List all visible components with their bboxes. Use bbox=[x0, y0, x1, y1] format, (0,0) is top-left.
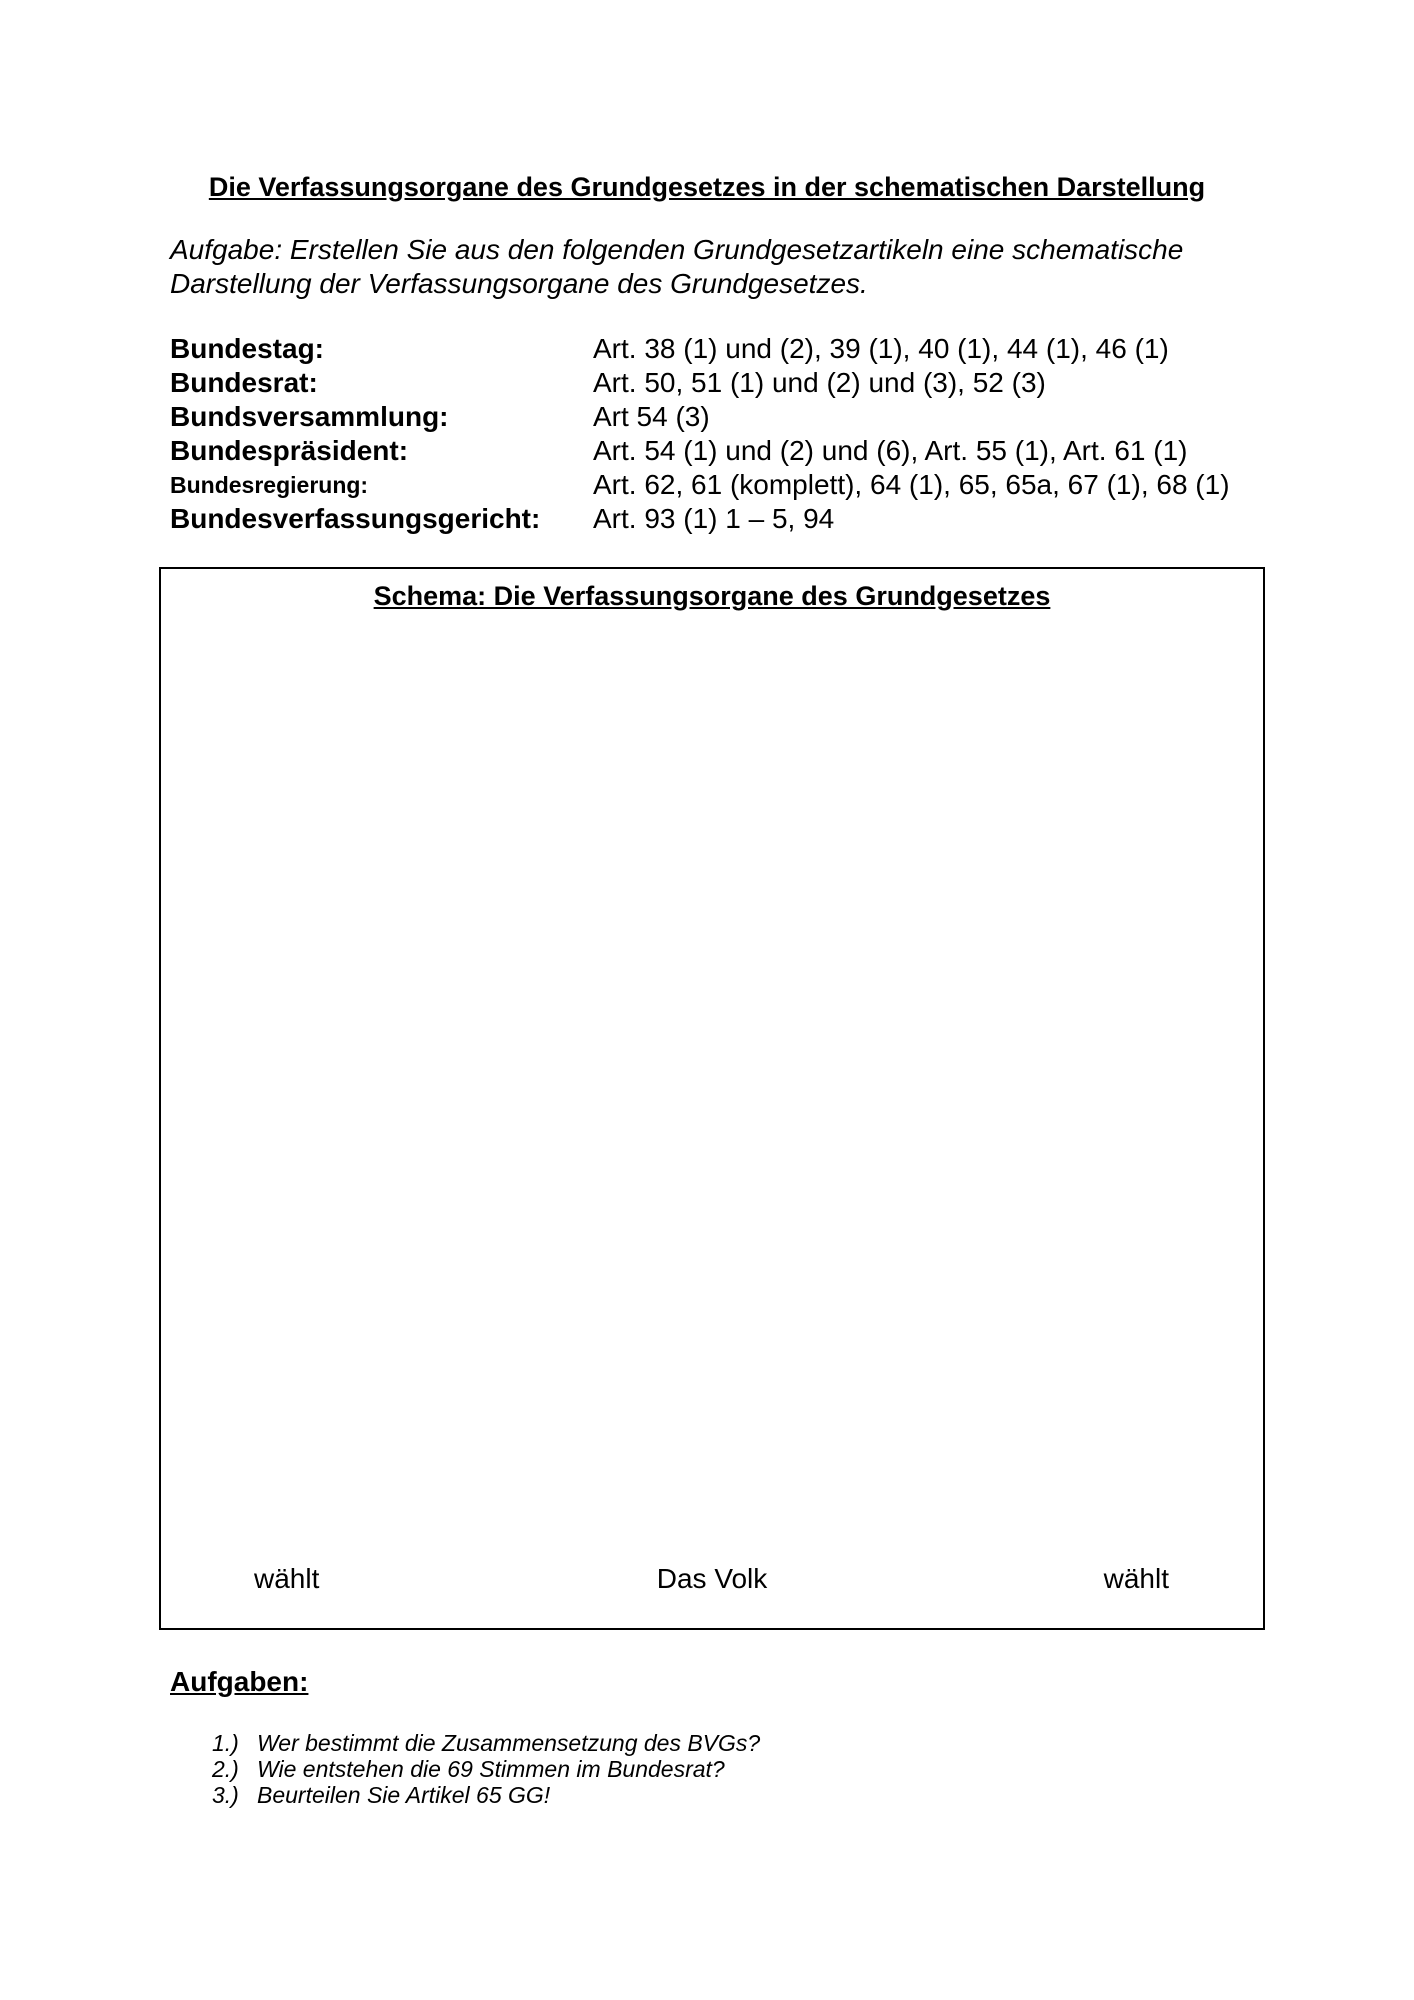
task-number: 3.) bbox=[212, 1782, 239, 1808]
article-refs: Art. 93 (1) 1 – 5, 94 bbox=[593, 503, 835, 534]
task-text: Wer bestimmt die Zusammensetzung des BVGs? bbox=[257, 1730, 761, 1756]
organ-name: Bundespräsident: bbox=[170, 435, 409, 466]
article-refs: Art. 54 (1) und (2) und (6), Art. 55 (1), Art. 61 (1) bbox=[593, 435, 1188, 466]
organ-name: Bundesregierung: bbox=[170, 472, 369, 498]
organ-name: Bundesverfassungsgericht: bbox=[170, 503, 541, 534]
schema-label-center: Das Volk bbox=[656, 1563, 768, 1594]
tasks-list bbox=[212, 1730, 760, 1808]
article-row-bundesrat bbox=[170, 366, 1270, 400]
schema-label-right: wählt bbox=[1103, 1563, 1169, 1594]
task-instruction bbox=[170, 233, 1270, 301]
organ-name: Bundesrat: bbox=[170, 367, 318, 398]
tasks-heading: Aufgaben: bbox=[170, 1666, 309, 1697]
task-number: 2.) bbox=[212, 1756, 239, 1782]
article-row-bundesregierung bbox=[170, 468, 1270, 502]
task-item bbox=[212, 1730, 760, 1756]
article-refs: Art 54 (3) bbox=[593, 401, 710, 432]
task-text: Beurteilen Sie Artikel 65 GG! bbox=[257, 1782, 551, 1808]
article-refs: Art. 62, 61 (komplett), 64 (1), 65, 65a, 67 (1), 68 (1) bbox=[593, 469, 1230, 500]
article-refs: Art. 50, 51 (1) und (2) und (3), 52 (3) bbox=[593, 367, 1046, 398]
article-row-bundesversammlung bbox=[170, 400, 1270, 434]
article-row-bundesverfassungsgericht bbox=[170, 502, 1270, 536]
task-item bbox=[212, 1756, 760, 1782]
schema-box bbox=[159, 567, 1265, 1630]
task-instruction-line-1: Aufgabe: Erstellen Sie aus den folgenden Grundgesetzartikeln eine schematische bbox=[170, 234, 1184, 265]
organ-name: Bundestag: bbox=[170, 333, 324, 364]
page-title: Die Verfassungsorgane des Grundgesetzes in der schematischen Darstellung bbox=[208, 172, 1206, 202]
organ-name: Bundsversammlung: bbox=[170, 401, 449, 432]
article-row-bundestag bbox=[170, 332, 1270, 366]
task-item bbox=[212, 1782, 760, 1808]
schema-label-left: wählt bbox=[254, 1563, 320, 1594]
task-number: 1.) bbox=[212, 1730, 239, 1756]
schema-title: Schema: Die Verfassungsorgane des Grundgesetzes bbox=[373, 581, 1051, 611]
task-instruction-line-2: Darstellung der Verfassungsorgane des Grundgesetzes. bbox=[170, 268, 868, 299]
article-refs: Art. 38 (1) und (2), 39 (1), 40 (1), 44 (1), 46 (1) bbox=[593, 333, 1169, 364]
task-text: Wie entstehen die 69 Stimmen im Bundesrat? bbox=[257, 1756, 725, 1782]
article-list bbox=[170, 332, 1270, 536]
article-row-bundespraesident bbox=[170, 434, 1270, 468]
